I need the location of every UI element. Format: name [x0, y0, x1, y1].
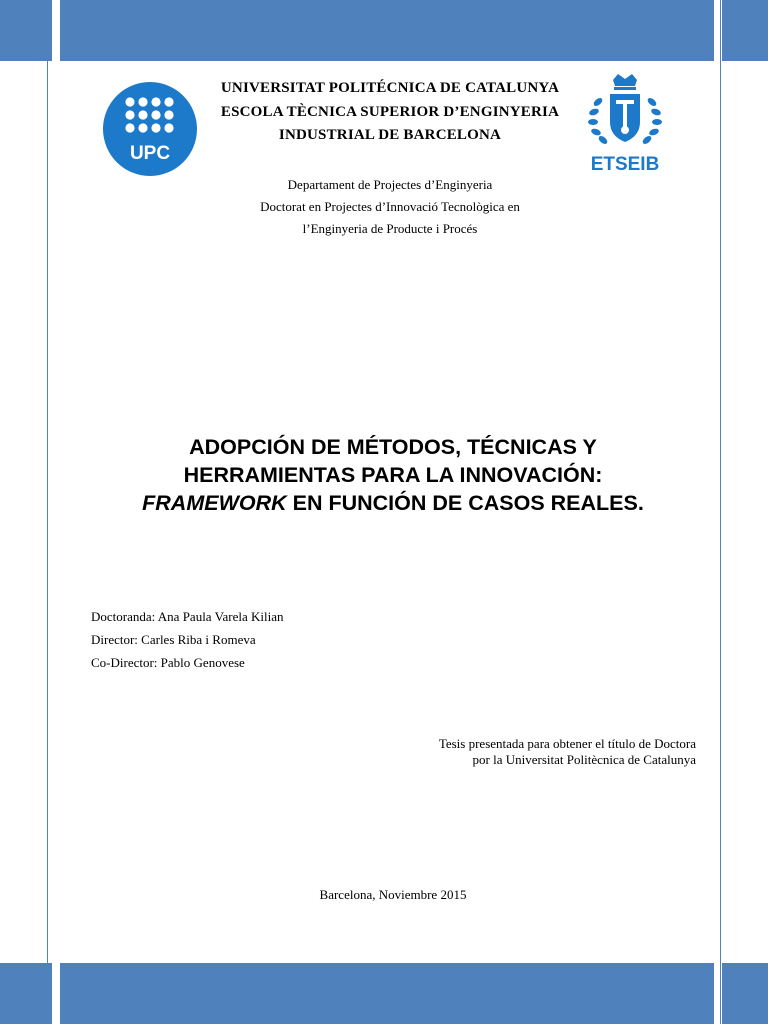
doctorate-program-line2: l’Enginyeria de Producte i Procés — [302, 221, 478, 236]
place-date: Barcelona, Noviembre 2015 — [319, 887, 467, 902]
doctorate-program-line1: Doctorat en Projectes d’Innovació Tecnològica en — [260, 199, 520, 214]
university-name: UNIVERSITAT POLITÉCNICA DE CATALUNYA — [220, 80, 560, 96]
upc-logo — [103, 82, 197, 176]
top-blue-band — [0, 0, 768, 61]
title-line1: ADOPCIÓN DE MÉTODOS, TÉCNICAS Y — [189, 435, 597, 459]
left-border-line — [47, 0, 48, 1024]
title-line2: HERRAMIENTAS PARA LA INNOVACIÓN: — [183, 463, 603, 487]
title-italic-word: FRAMEWORK — [142, 491, 287, 515]
title-line3-rest: EN FUNCIÓN DE CASOS REALES. — [286, 491, 644, 515]
school-name-line2: INDUSTRIAL DE BARCELONA — [278, 127, 502, 143]
band-gap — [52, 963, 60, 1024]
department-info — [190, 174, 590, 240]
bottom-blue-band — [0, 963, 768, 1024]
etseib-logo — [580, 72, 670, 177]
thesis-title — [80, 433, 706, 517]
thesis-statement-line1: Tesis presentada para obtener el título de Doctora — [438, 736, 696, 751]
right-border-line — [720, 0, 721, 1024]
authors-block — [91, 605, 284, 674]
doctoranda: Doctoranda: Ana Paula Varela Kilian — [91, 609, 284, 624]
upc-logo-text: UPC — [129, 143, 171, 164]
etseib-logo-text: ETSEIB — [590, 154, 660, 175]
band-gap — [52, 0, 60, 61]
university-header — [190, 77, 590, 148]
department-name: Departament de Projectes d’Enginyeria — [287, 177, 493, 192]
title-line3 — [80, 489, 706, 517]
thesis-statement — [360, 736, 696, 768]
thesis-statement-line2: por la Universitat Politècnica de Catalunya — [472, 752, 696, 767]
co-director: Co-Director: Pablo Genovese — [91, 655, 245, 670]
school-name-line1: ESCOLA TÈCNICA SUPERIOR D’ENGINYERIA — [220, 103, 560, 120]
director: Director: Carles Riba i Romeva — [91, 632, 256, 647]
